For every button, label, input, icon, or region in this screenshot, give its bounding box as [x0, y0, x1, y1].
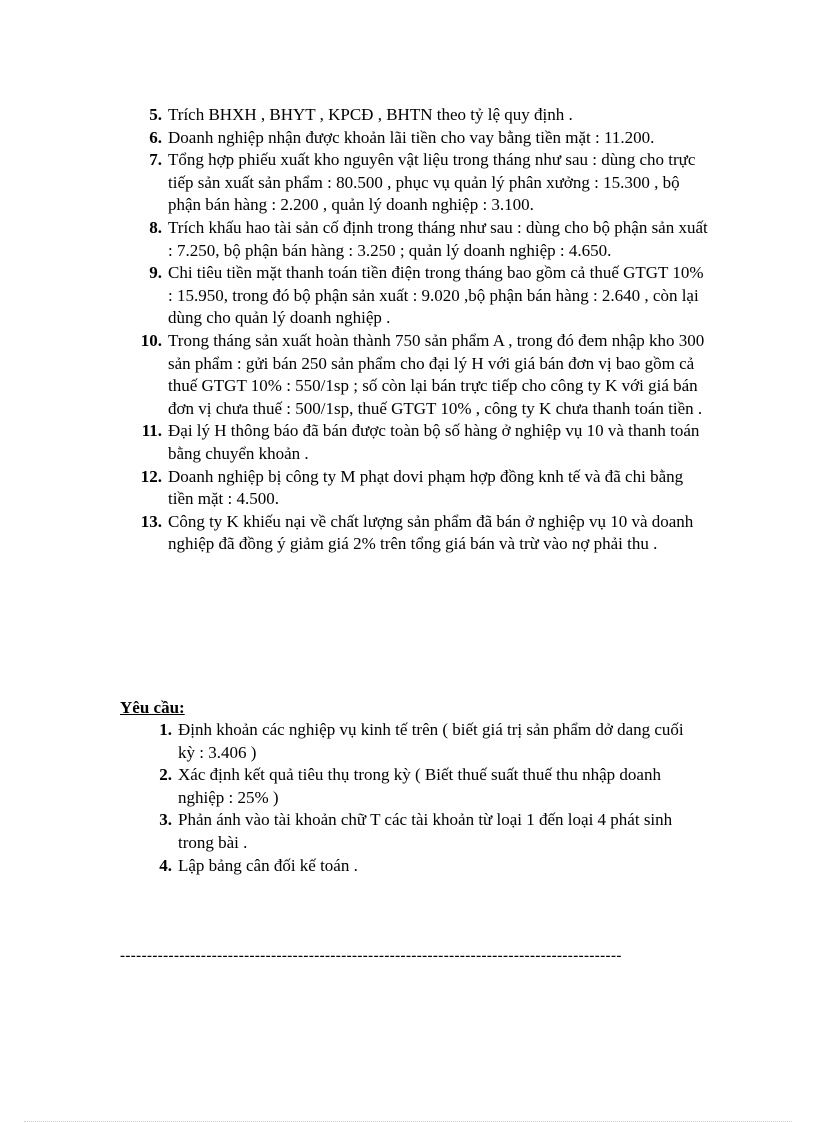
task-text: Trích khấu hao tài sản cố định trong tháng như sau : dùng cho bộ phận sản xuất : 7.250, bộ phận bán hàng : 3.250 ; quản lý doanh nghiệp : 4.650. — [168, 217, 708, 260]
task-item-5 — [149, 104, 708, 127]
task-text: Doanh nghiệp nhận được khoản lãi tiền cho vay bằng tiền mặt : 11.200. — [168, 127, 655, 147]
task-number: 5. — [149, 105, 162, 124]
requirements-heading: Yêu cầu: — [120, 698, 185, 717]
task-item-10 — [140, 330, 708, 420]
requirement-item-3 — [159, 809, 698, 854]
task-text: Chi tiêu tiền mặt thanh toán tiền điện trong tháng bao gồm cả thuế GTGT 10% : 15.950, trong đó bộ phận sản xuất : 9.020 ,bộ phận bán hàng : 2.640 , còn lại dùng cho quản lý doanh nghiệp . — [168, 263, 704, 328]
task-item-8 — [149, 217, 708, 262]
task-text: Doanh nghiệp bị công ty M phạt dovi phạm hợp đồng knh tế và đã chi bằng tiền mặt : 4.500. — [168, 466, 684, 509]
task-item-9 — [149, 262, 708, 330]
requirement-number: 1. — [159, 720, 172, 739]
task-text: Trong tháng sản xuất hoàn thành 750 sản phẩm A , trong đó đem nhập kho 300 sản phẩm : gửi bán 250 sản phẩm cho đại lý H với giá bán đơn vị bao gồm cả thuế GTGT 10% : 550/1sp ; số còn lại bán trực tiếp cho công ty K với giá bán đơn vị chưa thuế : 500/1sp, thuế GTGT 10% , công ty K chưa thanh toán tiền . — [168, 330, 705, 418]
requirement-number: 2. — [159, 765, 172, 785]
requirements-list — [159, 719, 698, 877]
requirement-text: Xác định kết quả tiêu thụ trong kỳ ( Biết thuế suất thuế thu nhập doanh nghiệp : 25% ) — [178, 765, 661, 807]
task-number: 7. — [149, 150, 162, 170]
requirement-item-1 — [159, 719, 698, 764]
task-text: Đại lý H thông báo đã bán được toàn bộ số hàng ở nghiệp vụ 10 và thanh toán bằng chuyển khoản . — [168, 421, 700, 463]
task-number: 9. — [149, 263, 162, 283]
task-item-12 — [140, 466, 708, 511]
task-number: 13. — [140, 511, 162, 531]
requirement-item-4 — [159, 855, 698, 878]
dashed-divider: --------------------------------------------------------------------------------------------- — [120, 948, 622, 964]
requirement-number: 3. — [159, 810, 172, 830]
task-number: 11. — [141, 421, 162, 441]
task-item-6 — [149, 127, 708, 150]
task-item-7 — [149, 149, 708, 217]
page-bottom-rule — [24, 1121, 792, 1122]
requirement-item-2 — [159, 764, 698, 809]
task-text: Công ty K khiếu nại về chất lượng sản phẩm đã bán ở nghiệp vụ 10 và doanh nghiệp đã đồng ý giảm giá 2% trên tổng giá bán và trừ vào nợ phải thu . — [168, 511, 694, 554]
requirement-number: 4. — [159, 855, 172, 875]
task-number: 10. — [140, 330, 162, 350]
task-list — [140, 104, 708, 556]
requirement-text: Phản ánh vào tài khoản chữ T các tài khoản từ loại 1 đến loại 4 phát sinh trong bài . — [178, 810, 673, 852]
task-number: 6. — [149, 127, 162, 147]
task-number: 12. — [140, 466, 162, 486]
task-item-11 — [141, 420, 708, 465]
requirement-text: Lập bảng cân đối kế toán . — [178, 855, 358, 875]
task-text: Trích BHXH , BHYT , KPCĐ , BHTN theo tỷ lệ quy định . — [168, 105, 573, 124]
task-text: Tổng hợp phiếu xuất kho nguyên vật liệu trong tháng như sau : dùng cho trực tiếp sản xuất sản phẩm : 80.500 , phục vụ quản lý phân xưởng : 15.300 , bộ phận bán hàng : 2.200 , quản lý doanh nghiệp : 3.100. — [168, 150, 696, 215]
task-item-13 — [140, 511, 708, 556]
requirement-text: Định khoản các nghiệp vụ kinh tế trên ( biết giá trị sản phẩm dở dang cuối kỳ : 3.406 ) — [178, 720, 684, 762]
task-number: 8. — [149, 217, 162, 237]
